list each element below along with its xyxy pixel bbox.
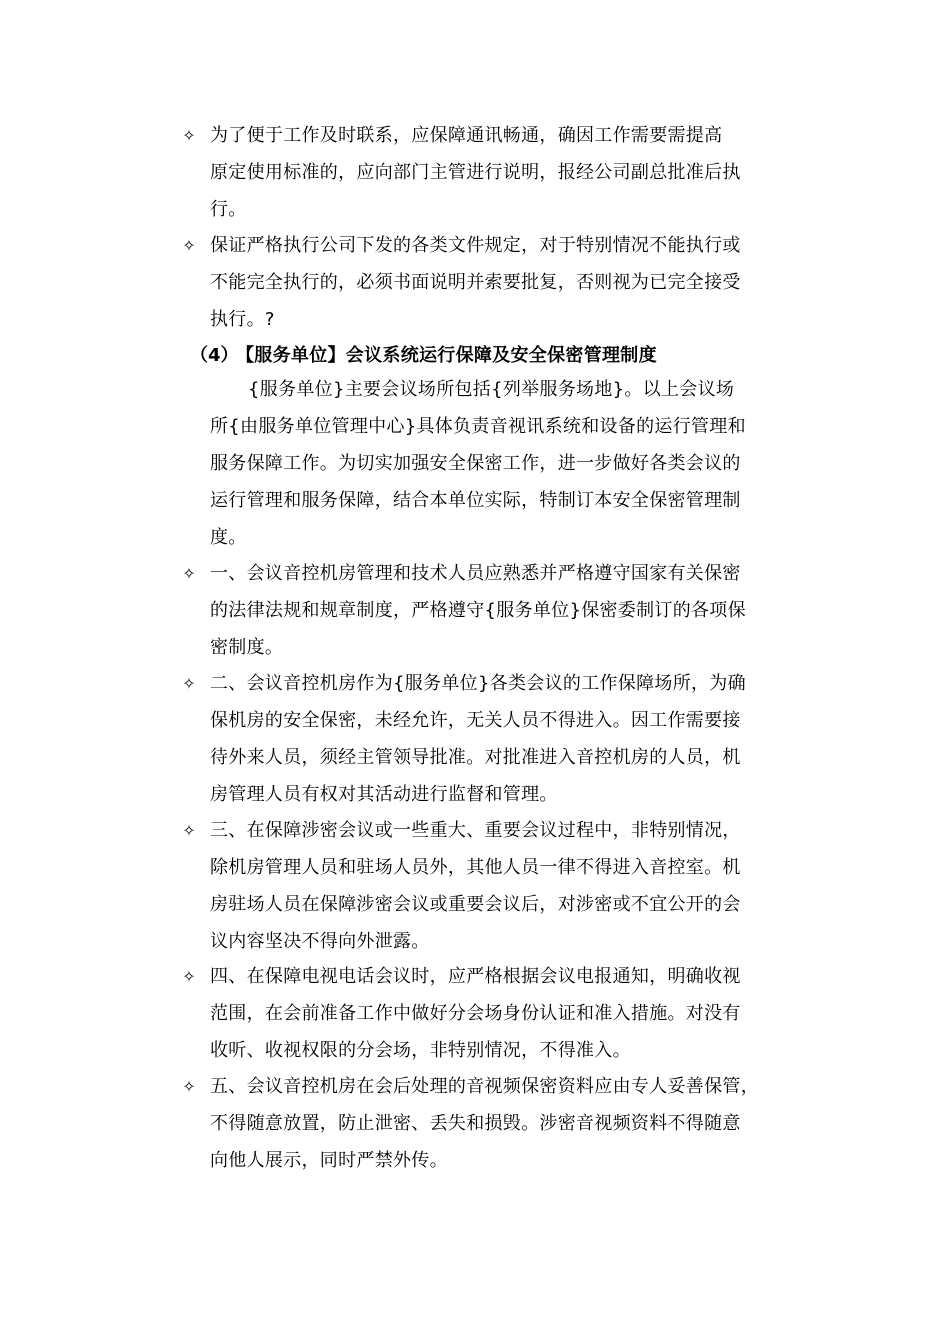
diamond-bullet-icon: ✧ [182,564,196,583]
paragraph-line-row [0,886,950,923]
list-item [0,665,950,702]
paragraph-line: 四、在保障电视电话会议时，应严格根据会议电报通知，明确收视 [210,966,741,987]
paragraph-line: 保机房的安全保密，未经允许，无关人员不得进入。因工作需要接 [210,710,741,731]
paragraph-line: 服务保障工作。为切实加强安全保密工作，进一步做好各类会议的 [210,453,741,474]
intro-paragraph [0,371,950,408]
list-item [0,812,950,849]
paragraph-line: 所{由服务单位管理中心}具体负责音视讯系统和设备的运行管理和 [210,416,746,437]
list-item [0,1068,950,1105]
paragraph-line-row [0,482,950,519]
paragraph-line-row [0,1142,950,1179]
paragraph-line-row [0,264,950,301]
paragraph-line: 度。 [210,527,247,548]
paragraph-line-row [0,995,950,1032]
list-item [0,958,950,995]
section-heading [0,337,950,374]
paragraph-line: 向他人展示，同时严禁外传。 [210,1150,448,1171]
paragraph-line: 五、会议音控机房在会后处理的音视频保密资料应由专人妥善保管， [210,1076,759,1097]
paragraph-line-row [0,776,950,813]
paragraph-line: 议内容坚决不得向外泄露。 [210,931,430,952]
paragraph-line: {服务单位}主要会议场所包括{列举服务场地}。以上会议场 [248,379,735,400]
paragraph-line-row [0,408,950,445]
paragraph-line: 待外来人员，须经主管领导批准。对批准进入音控机房的人员，机 [210,747,741,768]
paragraph-line: 保证严格执行公司下发的各类文件规定，对于特别情况不能执行或 [210,235,741,256]
paragraph-line: 行。 [210,199,247,220]
list-item [0,555,950,592]
paragraph-line-row [0,702,950,739]
paragraph-line-row [0,1105,950,1142]
diamond-bullet-icon: ✧ [182,126,196,145]
diamond-bullet-icon: ✧ [182,967,196,986]
paragraph-line: 范围，在会前准备工作中做好分会场身份认证和准入措施。对没有 [210,1003,741,1024]
paragraph-line-row [0,739,950,776]
paragraph-line-row [0,519,950,556]
paragraph-line: 三、在保障涉密会议或一些重大、重要会议过程中，非特别情况， [210,820,741,841]
diamond-bullet-icon: ✧ [182,821,196,840]
paragraph-line: 的法律法规和规章制度，严格遵守{服务单位}保密委制订的各项保 [210,600,746,621]
paragraph-line-row [0,923,950,960]
paragraph-line-row [0,629,950,666]
paragraph-line-row [0,445,950,482]
list-item [0,227,950,264]
paragraph-line: 房驻场人员在保障涉密会议或重要会议后，对涉密或不宜公开的会 [210,894,741,915]
section-number: （4） [190,345,239,366]
paragraph-line: 为了便于工作及时联系，应保障通讯畅通，确因工作需要需提高 [210,125,723,146]
paragraph-line: 密制度。 [210,637,284,658]
paragraph-line: 收听、收视权限的分会场，非特别情况，不得准入。 [210,1040,631,1061]
diamond-bullet-icon: ✧ [182,1077,196,1096]
paragraph-line: 不得随意放置，防止泄密、丢失和损毁。涉密音视频资料不得随意 [210,1113,741,1134]
paragraph-line-row [0,849,950,886]
list-item [0,117,950,154]
paragraph-line: 执行。? [210,309,275,330]
paragraph-line: 一、会议音控机房管理和技术人员应熟悉并严格遵守国家有关保密 [210,563,741,584]
paragraph-line-row [0,191,950,228]
paragraph-line: 房管理人员有权对其活动进行监督和管理。 [210,784,558,805]
paragraph-line-row [0,154,950,191]
section-title: 【服务单位】会议系统运行保障及安全保密管理制度 [236,345,657,366]
paragraph-line: 除机房管理人员和驻场人员外，其他人员一律不得进入音控室。机 [210,857,741,878]
diamond-bullet-icon: ✧ [182,674,196,693]
paragraph-line: 不能完全执行的，必须书面说明并索要批复，否则视为已完全接受 [210,272,741,293]
paragraph-line: 二、会议音控机房作为{服务单位}各类会议的工作保障场所，为确 [210,673,746,694]
paragraph-line-row [0,1032,950,1069]
paragraph-line-row [0,592,950,629]
diamond-bullet-icon: ✧ [182,236,196,255]
paragraph-line-row [0,301,950,338]
paragraph-line: 运行管理和服务保障，结合本单位实际，特制订本安全保密管理制 [210,490,741,511]
paragraph-line: 原定使用标准的，应向部门主管进行说明，报经公司副总批准后执 [210,162,741,183]
